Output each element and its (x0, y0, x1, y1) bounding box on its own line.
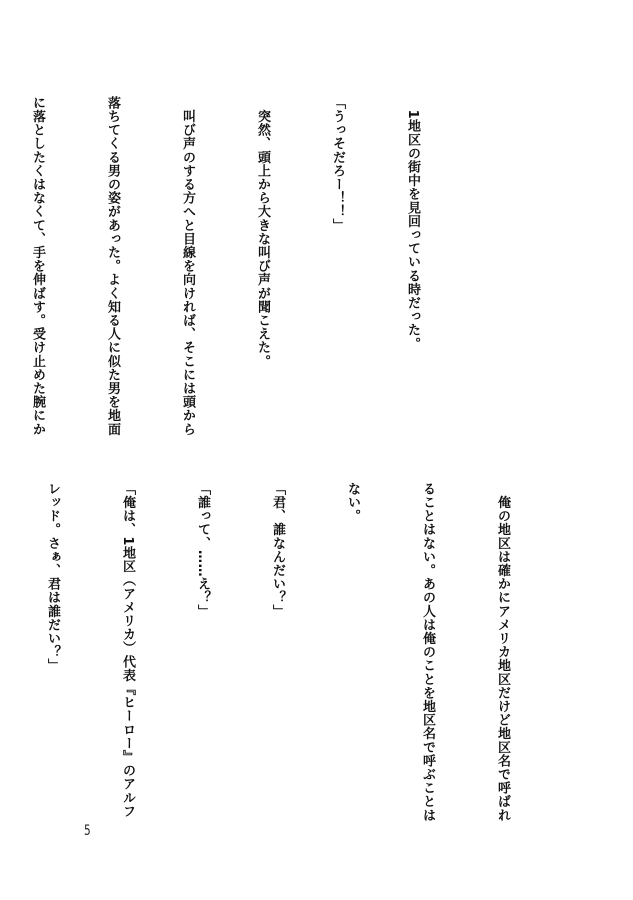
text-line: 俺の地区は確かにアメリカ地区だけど地区名で呼ばれ (495, 482, 510, 822)
text-line: 1地区の街中を見回っている時だった。 (405, 96, 420, 351)
page-number: 5 (84, 823, 91, 839)
upper-text-column-block (30, 96, 475, 436)
text-line: 「君、誰なんだい？」 (270, 482, 285, 618)
lower-text-column-block (45, 482, 565, 822)
text-line: 「俺は、1地区（アメリカ）代表『ヒーロー』のアルフ (120, 482, 135, 819)
text-line: 落ちてくる男の姿があった。よく知る人に似た男を地面 (105, 96, 120, 436)
text-line: 「うっそだろー！！」 (330, 96, 345, 232)
text-line: 叫び声のする方へと目線を向ければ、そこには頭から (180, 96, 195, 436)
text-line: レッド。さぁ、君は誰だい？」 (45, 482, 60, 673)
text-line: に落としたくはなくて、手を伸ばす。受け止めた腕にか (30, 96, 45, 436)
text-line: 「誰って、……え？」 (195, 482, 210, 618)
text-line: ない。 (345, 482, 360, 523)
text-line: ることはない。あの人は俺のことを地区名で呼ぶことは (420, 482, 435, 822)
text-line: 突然、頭上から大きな叫び声が聞こえた。 (255, 96, 270, 368)
